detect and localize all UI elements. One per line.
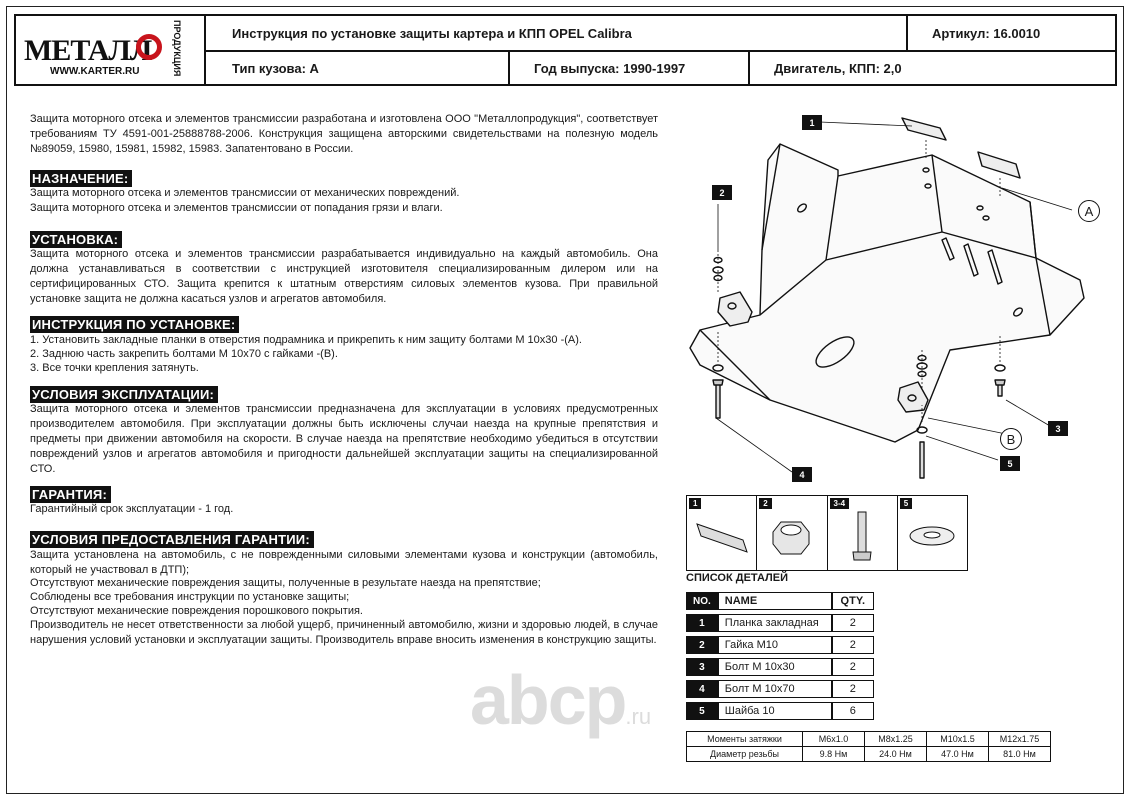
- logo-ring-icon: [136, 34, 162, 60]
- col-qty: QTY.: [832, 592, 874, 610]
- callout-1: 1: [802, 115, 822, 130]
- header-block: [14, 14, 1117, 86]
- table-row: [686, 702, 874, 720]
- row-name: Болт М 10х30: [718, 658, 832, 676]
- attachment-point-a: A: [1078, 200, 1100, 222]
- section-title-usage: УСЛОВИЯ ЭКСПЛУАТАЦИИ:: [30, 386, 218, 403]
- logo: [16, 16, 206, 84]
- torque-cell: 9.8 Нм: [803, 747, 865, 762]
- skid-plate-drawing: [680, 100, 1110, 485]
- row-no: 2: [686, 636, 718, 654]
- callout-5: 5: [1000, 456, 1020, 471]
- watermark-main: abcp: [470, 661, 626, 739]
- attachment-point-b: B: [1000, 428, 1022, 450]
- release-year: Год выпуска: 1990-1997: [534, 60, 686, 76]
- row-no: 1: [686, 614, 718, 632]
- table-row: [686, 636, 874, 654]
- torque-cell: 81.0 Нм: [989, 747, 1051, 762]
- parts-strip: [686, 495, 968, 571]
- header-row-top: [206, 16, 1115, 52]
- row-qty: 2: [832, 636, 874, 654]
- row-name: Болт М 10х70: [718, 680, 832, 698]
- torque-cell: M8x1.25: [865, 732, 927, 747]
- torque-label: Моменты затяжки: [687, 732, 803, 747]
- row-qty: 2: [832, 614, 874, 632]
- article-number: Артикул: 16.0010: [932, 25, 1041, 41]
- warranty-term-1: Защита установлена на автомобиль, с не поврежденными силовыми элементами кузова и конструкции (автомобиль, который не участвовал в ДТП);: [30, 549, 658, 576]
- torque-row-values: [687, 747, 1051, 762]
- warranty-term-2: Отсутствуют механические повреждения защиты, полученные в результате наезда на препятствие;: [30, 577, 541, 589]
- purpose-line-2: Защита моторного отсека и элементов трансмиссии от попадания грязи и влаги.: [30, 202, 443, 214]
- table-row: [686, 680, 874, 698]
- section-title-purpose: НАЗНАЧЕНИЕ:: [30, 170, 132, 187]
- part-tag: 1: [689, 498, 701, 509]
- parts-list-header: [686, 592, 874, 610]
- watermark-suffix: .ru: [625, 704, 652, 729]
- row-name: Шайба 10: [718, 702, 832, 720]
- part-thumb-bolt: [828, 496, 898, 570]
- table-row: [686, 614, 874, 632]
- section-title-warranty-terms: УСЛОВИЯ ПРЕДОСТАВЛЕНИЯ ГАРАНТИИ:: [30, 531, 314, 548]
- row-qty: 2: [832, 680, 874, 698]
- section-title-instruction: ИНСТРУКЦИЯ ПО УСТАНОВКЕ:: [30, 316, 239, 333]
- parts-list-title: СПИСОК ДЕТАЛЕЙ: [686, 572, 788, 584]
- purpose-line-1: Защита моторного отсека и элементов трансмиссии от механических повреждений.: [30, 187, 460, 199]
- logo-main-text: МЕТАЛЛ: [24, 34, 152, 67]
- part-thumb-plank: [687, 496, 757, 570]
- col-name: NAME: [718, 592, 832, 610]
- instruction-step-1: 1. Установить закладные планки в отверстия подрамника и прикрепить к ним защиту болтами М 10х30 -(А).: [30, 334, 582, 346]
- intro-text: Защита моторного отсека и элементов трансмиссии разработана и изготовлена ООО "Металлопродукция", соответствует требованиям ТУ 4591-001-25888788-2006. Конструкция защищена авторскими свидетельствами на полезную модель №89059, 15980, 15981, 15982, 15983. Запатентовано в России.: [30, 113, 658, 155]
- instruction-step-3: 3. Все точки крепления затянуть.: [30, 362, 199, 374]
- logo-url: WWW.KARTER.RU: [50, 66, 140, 77]
- part-thumb-washer: [898, 496, 967, 570]
- torque-row-sizes: [687, 732, 1051, 747]
- row-qty: 6: [832, 702, 874, 720]
- part-thumb-nut: [757, 496, 827, 570]
- engine-gearbox: Двигатель, КПП: 2,0: [774, 60, 902, 76]
- torque-cell: M10x1.5: [927, 732, 989, 747]
- part-tag: 5: [900, 498, 912, 509]
- torque-cell: M6x1.0: [803, 732, 865, 747]
- torque-label: Диаметр резьбы: [687, 747, 803, 762]
- row-no: 4: [686, 680, 718, 698]
- callout-4: 4: [792, 467, 812, 482]
- warranty-term-5: Производитель не несет ответственности за любой ущерб, причиненный автомобилю, жизни и здоровью людей, в случае нарушения условий установки и эксплуатации защиты. Производитель вправе вносить изменения в конструкцию защиты.: [30, 619, 658, 646]
- install-text: Защита моторного отсека и элементов трансмиссии разрабатывается индивидуально на каждый автомобиль. Она должна устанавливаться в соответствии с инструкцией изготовителя специализированным дилером или на сертифицированных СТО. Защита крепится к штатным отверстиям силовых элементов кузова. При правильной установке защита не должна касаться узлов и агрегатов автомобиля.: [30, 248, 658, 305]
- usage-text: Защита моторного отсека и элементов трансмиссии предназначена для эксплуатации в условиях предусмотренных производителем автомобиля. При эксплуатации должны быть исключены случаи наезда на крупные препятствия и предметы при движении автомобиля на скорости. В случае наезда на препятствие необходимо убедиться в отсутствии повреждений узлов и агрегатов автомобиля и пригодности дальнейшей эксплуатации защиты на специализированной СТО.: [30, 403, 658, 475]
- torque-cell: 24.0 Нм: [865, 747, 927, 762]
- row-no: 3: [686, 658, 718, 676]
- warranty-term-3: Соблюдены все требования инструкции по установке защиты;: [30, 591, 350, 603]
- part-tag: 3-4: [830, 498, 850, 509]
- torque-cell: 47.0 Нм: [927, 747, 989, 762]
- warranty-text: Гарантийный срок эксплуатации - 1 год.: [30, 503, 234, 515]
- warranty-term-4: Отсутствуют механические повреждения порошкового покрытия.: [30, 605, 363, 617]
- body-type: Тип кузова: А: [232, 60, 319, 76]
- callout-2: 2: [712, 185, 732, 200]
- section-title-warranty: ГАРАНТИЯ:: [30, 486, 111, 503]
- torque-cell: M12x1.75: [989, 732, 1051, 747]
- doc-title: Инструкция по установке защиты картера и КПП OPEL Calibra: [232, 25, 632, 41]
- table-row: [686, 658, 874, 676]
- watermark: [470, 660, 651, 740]
- row-name: Гайка М10: [718, 636, 832, 654]
- section-title-install: УСТАНОВКА:: [30, 231, 122, 248]
- callout-3: 3: [1048, 421, 1068, 436]
- part-tag: 2: [759, 498, 771, 509]
- instruction-step-2: 2. Заднюю часть закрепить болтами М 10х70 с гайками -(В).: [30, 348, 338, 360]
- logo-vertical-text: ПРОДУКЦИЯ: [172, 20, 182, 77]
- parts-list-table: [686, 588, 874, 724]
- row-no: 5: [686, 702, 718, 720]
- header-row-bottom: [206, 52, 1115, 84]
- torque-table: [686, 731, 1051, 762]
- col-no: NO.: [686, 592, 718, 610]
- assembly-diagram: [680, 100, 1110, 485]
- row-name: Планка закладная: [718, 614, 832, 632]
- row-qty: 2: [832, 658, 874, 676]
